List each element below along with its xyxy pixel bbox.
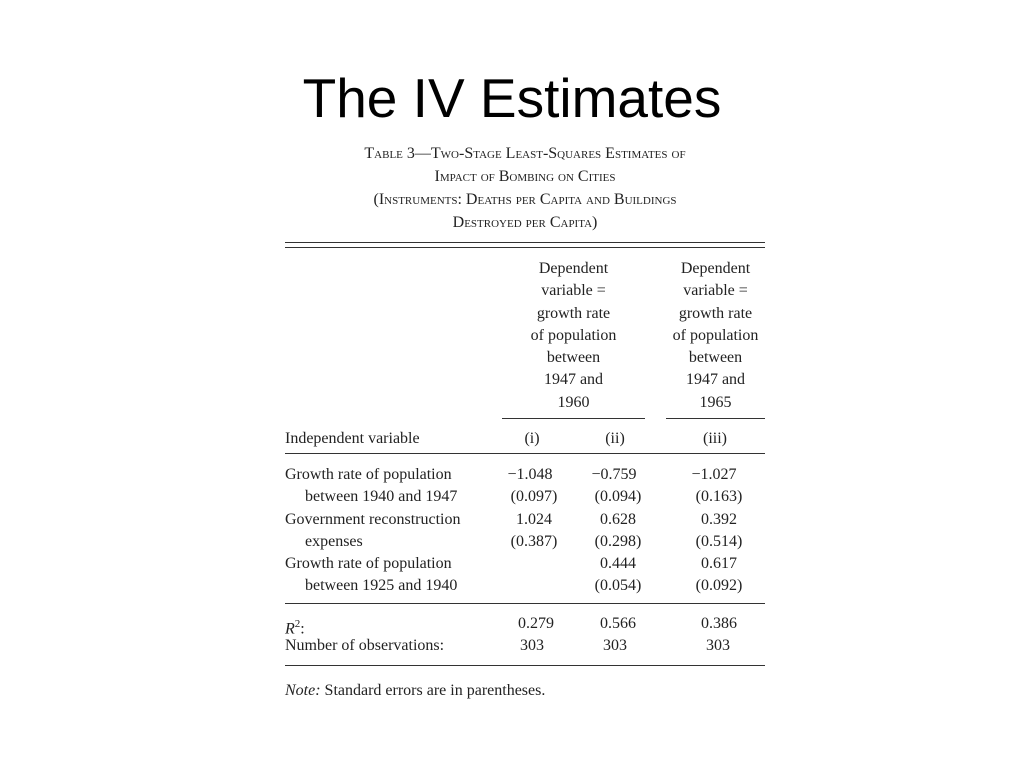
- caption-line: (Instruments: Deaths per Capita and Buildings: [373, 191, 677, 208]
- header-line: Dependent: [538, 260, 609, 277]
- table-caption: [285, 142, 765, 234]
- row-label: Growth rate of population: [285, 466, 452, 483]
- note-label: Note:: [285, 682, 321, 699]
- slide-title: The IV Estimates: [302, 67, 722, 129]
- table-cell: (0.163): [695, 488, 743, 505]
- header-line: variable =: [541, 282, 606, 300]
- caption-line: Destroyed per Capita): [452, 214, 598, 231]
- table-cell: 0.617: [701, 555, 737, 572]
- caption-line: Table 3—Two-Stage Least-Squares Estimates of: [364, 145, 686, 162]
- table-cell: (0.097): [510, 488, 558, 505]
- row-label: expenses: [305, 533, 363, 550]
- header-line: between: [546, 349, 601, 367]
- table-cell: (0.298): [594, 533, 642, 550]
- header-line: 1965: [699, 393, 732, 411]
- bottom-rule: [285, 665, 765, 666]
- independent-variable-label: Independent variable: [285, 430, 420, 447]
- table-cell: −1.027: [691, 466, 737, 483]
- row-label: between 1940 and 1947: [305, 488, 458, 505]
- header-line: variable =: [683, 282, 748, 300]
- table-note: [285, 680, 545, 702]
- r-squared-symbol: R: [285, 620, 295, 638]
- column-header-iii: (iii): [703, 430, 727, 447]
- body-rule: [285, 603, 765, 604]
- column-header-i: (i): [524, 430, 540, 447]
- table-cell: (0.054): [594, 577, 642, 594]
- table-cell: 0.279: [518, 615, 554, 632]
- table-cell: (0.094): [594, 488, 642, 505]
- table-cell: 303: [706, 637, 730, 654]
- row-label: Growth rate of population: [285, 555, 452, 572]
- table-cell: 0.444: [600, 555, 636, 572]
- dependent-variable-header-1: [502, 258, 645, 414]
- header-line: Dependent: [680, 260, 751, 277]
- table-cell: 303: [520, 637, 544, 654]
- table-cell: −1.048: [507, 466, 553, 483]
- observations-label: Number of observations:: [285, 637, 445, 654]
- table-cell: 303: [603, 637, 627, 654]
- header-line: of population: [672, 326, 759, 344]
- table-cell: 0.566: [600, 615, 636, 632]
- caption-line: Impact of Bombing on Cities: [434, 168, 616, 185]
- row-label: Government reconstruction: [285, 511, 461, 528]
- r-squared-exponent: 2: [294, 618, 301, 630]
- header-line: of population: [530, 326, 617, 344]
- row-label: between 1925 and 1940: [305, 577, 458, 594]
- table-cell: 0.628: [600, 511, 636, 528]
- dependent-variable-header-2: [666, 258, 765, 414]
- table-cell: (0.514): [695, 533, 743, 550]
- r-squared-colon: :: [300, 620, 305, 638]
- header-line: 1960: [557, 393, 590, 411]
- table-cell: 1.024: [516, 511, 552, 528]
- header-rule-1: [502, 418, 645, 419]
- column-header-ii: (ii): [605, 430, 625, 447]
- note-text: Standard errors are in parentheses.: [320, 682, 546, 699]
- top-rule-double: [285, 247, 765, 248]
- column-header-rule: [285, 453, 765, 454]
- header-line: growth rate: [678, 304, 753, 322]
- table-cell: (0.387): [510, 533, 558, 550]
- header-line: 1947 and: [685, 371, 746, 389]
- table-cell: −0.759: [591, 466, 637, 483]
- header-line: 1947 and: [543, 371, 604, 389]
- table-cell: 0.392: [701, 511, 737, 528]
- table-cell: (0.092): [695, 577, 743, 594]
- header-line: growth rate: [536, 304, 611, 322]
- header-rule-2: [666, 418, 765, 419]
- table-cell: 0.386: [701, 615, 737, 632]
- top-rule: [285, 242, 765, 243]
- header-line: between: [688, 349, 743, 367]
